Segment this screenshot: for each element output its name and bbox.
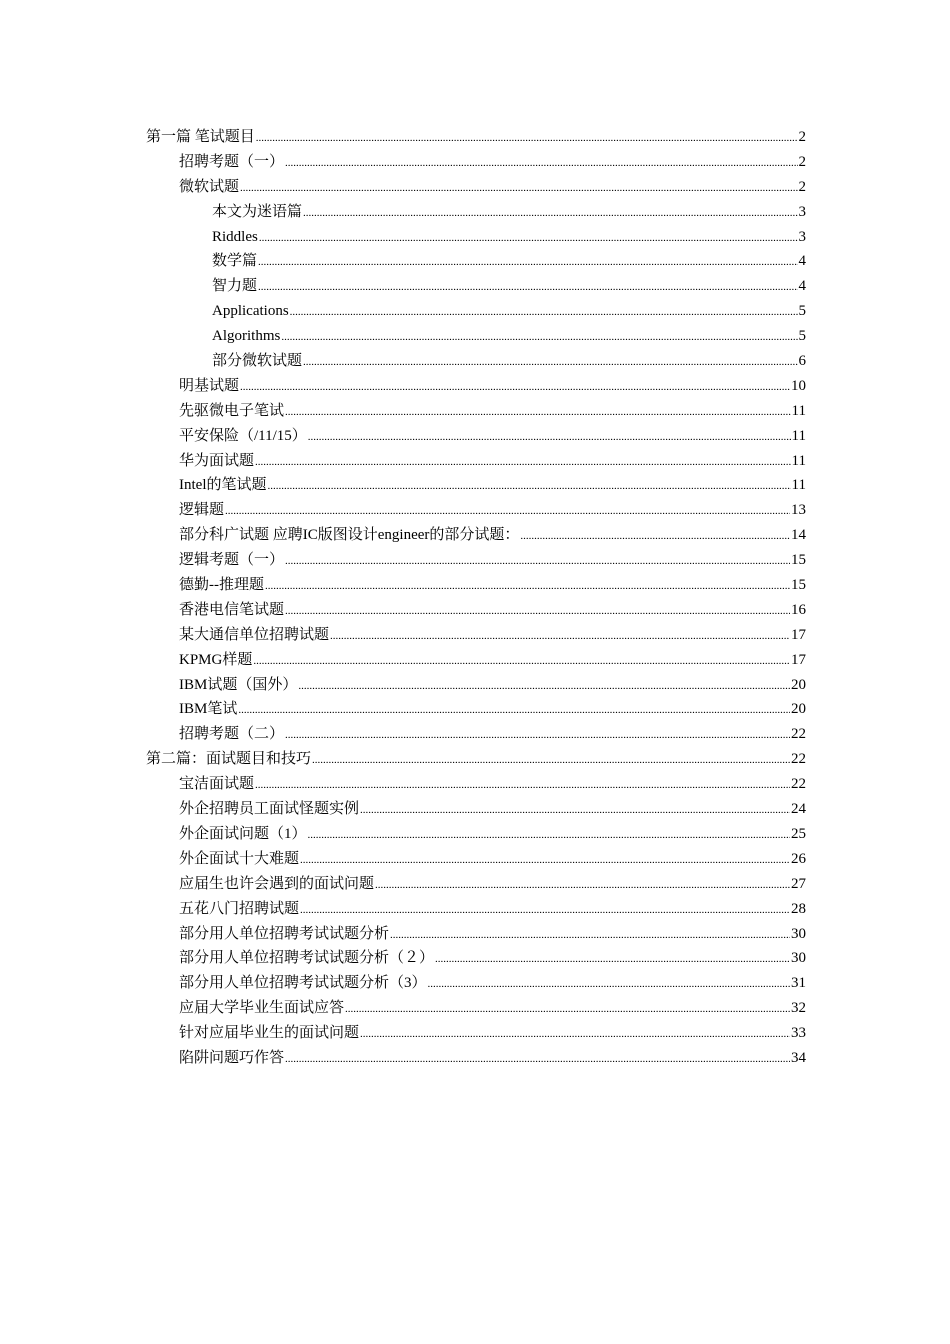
- toc-entry[interactable]: [146, 747, 806, 772]
- toc-entry-page-number: 24: [791, 801, 806, 818]
- toc-dot-leader: [259, 225, 798, 251]
- toc-entry-page-number: 2: [798, 178, 806, 195]
- toc-dot-leader: [265, 573, 790, 599]
- toc-entry-title: 某大通信单位招聘试题: [179, 626, 330, 643]
- toc-entry-title: 逻辑题: [179, 502, 225, 519]
- toc-dot-leader: [281, 324, 797, 350]
- toc-entry-title: Riddles: [212, 228, 258, 245]
- toc-entry-page-number: 20: [791, 701, 806, 718]
- toc-dot-leader: [298, 673, 790, 699]
- toc-entry-title: KPMG样题: [179, 651, 253, 668]
- toc-entry[interactable]: [146, 399, 806, 424]
- toc-entry[interactable]: [146, 299, 806, 324]
- toc-entry[interactable]: [146, 324, 806, 349]
- toc-dot-leader: [345, 996, 790, 1022]
- toc-dot-leader: [435, 946, 790, 972]
- toc-entry[interactable]: [146, 623, 806, 648]
- toc-dot-leader: [303, 349, 797, 375]
- toc-entry-title: 外企面试十大难题: [179, 850, 300, 867]
- toc-dot-leader: [300, 897, 790, 923]
- toc-dot-leader: [390, 922, 790, 948]
- toc-entry-title: 外企面试问题（1）: [179, 825, 307, 842]
- toc-entry-page-number: 4: [798, 253, 806, 270]
- toc-entry-page-number: 6: [798, 353, 806, 370]
- toc-entry[interactable]: [146, 946, 806, 971]
- toc-entry[interactable]: [146, 249, 806, 274]
- toc-entry-title: 智力题: [212, 278, 258, 295]
- toc-entry-title: 部分用人单位招聘考试试题分析（２）: [179, 950, 435, 967]
- toc-dot-leader: [240, 374, 790, 400]
- toc-entry[interactable]: [146, 598, 806, 623]
- toc-entry[interactable]: [146, 473, 806, 498]
- toc-entry[interactable]: [146, 175, 806, 200]
- toc-entry-page-number: 11: [791, 427, 806, 444]
- toc-entry-page-number: 13: [791, 502, 806, 519]
- toc-entry[interactable]: [146, 548, 806, 573]
- toc-entry-page-number: 2: [798, 129, 806, 145]
- toc-dot-leader: [303, 200, 797, 226]
- toc-entry-title: 针对应届毕业生的面试问题: [179, 1025, 360, 1042]
- toc-entry[interactable]: [146, 424, 806, 449]
- toc-entry-title: 第一篇 笔试题目: [146, 129, 255, 145]
- toc-entry[interactable]: [146, 498, 806, 523]
- toc-entry-page-number: 31: [791, 975, 806, 992]
- toc-entry-page-number: 30: [791, 950, 806, 967]
- toc-entry-title: 部分科广试题 应聘IC版图设计engineer的部分试题：: [179, 527, 520, 544]
- toc-entry-page-number: 30: [791, 925, 806, 942]
- toc-entry-title: 华为面试题: [179, 452, 255, 469]
- toc-entry-page-number: 15: [791, 577, 806, 594]
- toc-entry-title: 香港电信笔试题: [179, 601, 285, 618]
- toc-entry-page-number: 20: [791, 676, 806, 693]
- toc-entry-title: Applications: [212, 303, 289, 320]
- toc-entry[interactable]: [146, 1046, 806, 1071]
- toc-entry-title: 部分用人单位招聘考试试题分析（3）: [179, 975, 427, 992]
- toc-dot-leader: [256, 125, 798, 151]
- toc-dot-leader: [360, 1021, 790, 1047]
- toc-dot-leader: [285, 150, 797, 176]
- toc-entry[interactable]: [146, 673, 806, 698]
- toc-entry-page-number: 22: [791, 726, 806, 743]
- toc-entry-title: 本文为迷语篇: [212, 203, 303, 220]
- toc-entry[interactable]: [146, 274, 806, 299]
- toc-entry[interactable]: [146, 722, 806, 747]
- toc-entry-title: 逻辑考题（一）: [179, 552, 285, 569]
- toc-dot-leader: [258, 274, 797, 300]
- toc-entry-title: Intel的笔试题: [179, 477, 267, 494]
- toc-entry-title: 德勤--推理题: [179, 577, 264, 594]
- toc-dot-leader: [308, 822, 790, 848]
- toc-entry-page-number: 10: [791, 377, 806, 394]
- toc-entry-page-number: 3: [798, 203, 806, 220]
- toc-dot-leader: [285, 598, 790, 624]
- toc-dot-leader: [258, 249, 797, 275]
- toc-entry-page-number: 25: [791, 825, 806, 842]
- toc-entry[interactable]: [146, 150, 806, 175]
- toc-entry[interactable]: [146, 449, 806, 474]
- toc-entry-page-number: 33: [791, 1025, 806, 1042]
- toc-entry-page-number: 17: [791, 651, 806, 668]
- toc-dot-leader: [308, 424, 791, 450]
- toc-entry-title: 第二篇：面试题目和技巧: [146, 751, 312, 768]
- toc-entry[interactable]: [146, 1021, 806, 1046]
- toc-entry-page-number: 16: [791, 601, 806, 618]
- toc-entry[interactable]: [146, 996, 806, 1021]
- toc-dot-leader: [240, 175, 797, 201]
- toc-entry-title: 先驱微电子笔试: [179, 402, 285, 419]
- toc-entry[interactable]: [146, 897, 806, 922]
- table-of-contents: [146, 125, 806, 1071]
- toc-entry-title: 微软试题: [179, 178, 240, 195]
- toc-entry-title: IBM笔试: [179, 701, 238, 718]
- toc-entry-title: IBM试题（国外）: [179, 676, 298, 693]
- toc-entry-title: 部分微软试题: [212, 353, 303, 370]
- toc-entry-page-number: 28: [791, 900, 806, 917]
- toc-entry-title: 招聘考题（二）: [179, 726, 285, 743]
- toc-entry[interactable]: [146, 125, 806, 150]
- toc-entry-page-number: 32: [791, 1000, 806, 1017]
- toc-entry[interactable]: [146, 772, 806, 797]
- toc-entry[interactable]: [146, 200, 806, 225]
- toc-dot-leader: [268, 473, 791, 499]
- toc-entry-page-number: 22: [791, 776, 806, 793]
- toc-entry[interactable]: [146, 872, 806, 897]
- toc-entry-page-number: 5: [798, 328, 806, 345]
- toc-entry-title: 五花八门招聘试题: [179, 900, 300, 917]
- toc-entry-page-number: 5: [798, 303, 806, 320]
- toc-entry[interactable]: [146, 922, 806, 947]
- toc-dot-leader: [255, 449, 791, 475]
- toc-entry[interactable]: [146, 349, 806, 374]
- toc-entry-page-number: 17: [791, 626, 806, 643]
- toc-dot-leader: [312, 747, 790, 773]
- toc-entry[interactable]: [146, 374, 806, 399]
- toc-entry-page-number: 22: [791, 751, 806, 768]
- toc-entry[interactable]: [146, 697, 806, 722]
- toc-entry[interactable]: [146, 573, 806, 598]
- toc-entry-title: 招聘考题（一）: [179, 153, 285, 170]
- toc-dot-leader: [255, 772, 790, 798]
- toc-entry-title: 应届生也许会遇到的面试问题: [179, 875, 375, 892]
- toc-dot-leader: [225, 498, 790, 524]
- toc-dot-leader: [285, 399, 791, 425]
- toc-entry-page-number: 26: [791, 850, 806, 867]
- toc-entry-page-number: 4: [798, 278, 806, 295]
- toc-entry-title: 宝洁面试题: [179, 776, 255, 793]
- toc-entry[interactable]: [146, 523, 806, 548]
- toc-dot-leader: [520, 523, 790, 549]
- toc-dot-leader: [428, 971, 790, 997]
- toc-entry-page-number: 15: [791, 552, 806, 569]
- toc-entry-page-number: 2: [798, 153, 806, 170]
- toc-dot-leader: [330, 623, 790, 649]
- toc-entry[interactable]: [146, 797, 806, 822]
- toc-dot-leader: [300, 847, 790, 873]
- toc-entry-page-number: 11: [791, 477, 806, 494]
- toc-entry-page-number: 11: [791, 452, 806, 469]
- toc-entry-title: 平安保险（/11/15）: [179, 427, 307, 444]
- toc-entry-page-number: 11: [791, 402, 806, 419]
- toc-entry[interactable]: [146, 971, 806, 996]
- toc-entry-title: 数学篇: [212, 253, 258, 270]
- toc-dot-leader: [375, 872, 790, 898]
- toc-entry-title: 明基试题: [179, 377, 240, 394]
- toc-entry-page-number: 27: [791, 875, 806, 892]
- toc-entry-title: Algorithms: [212, 328, 281, 345]
- toc-dot-leader: [290, 299, 798, 325]
- toc-entry[interactable]: [146, 225, 806, 250]
- toc-entry[interactable]: [146, 822, 806, 847]
- toc-dot-leader: [253, 648, 790, 674]
- toc-entry[interactable]: [146, 847, 806, 872]
- toc-dot-leader: [238, 697, 790, 723]
- toc-entry-title: 部分用人单位招聘考试试题分析: [179, 925, 390, 942]
- toc-entry-page-number: 34: [791, 1049, 806, 1066]
- toc-entry-page-number: 3: [798, 228, 806, 245]
- toc-dot-leader: [285, 1046, 790, 1072]
- toc-dot-leader: [285, 722, 790, 748]
- toc-entry-title: 外企招聘员工面试怪题实例: [179, 801, 360, 818]
- toc-dot-leader: [360, 797, 790, 823]
- toc-entry[interactable]: [146, 648, 806, 673]
- toc-entry-title: 应届大学毕业生面试应答: [179, 1000, 345, 1017]
- toc-entry-page-number: 14: [791, 527, 806, 544]
- toc-entry-title: 陷阱问题巧作答: [179, 1049, 285, 1066]
- toc-dot-leader: [285, 548, 790, 574]
